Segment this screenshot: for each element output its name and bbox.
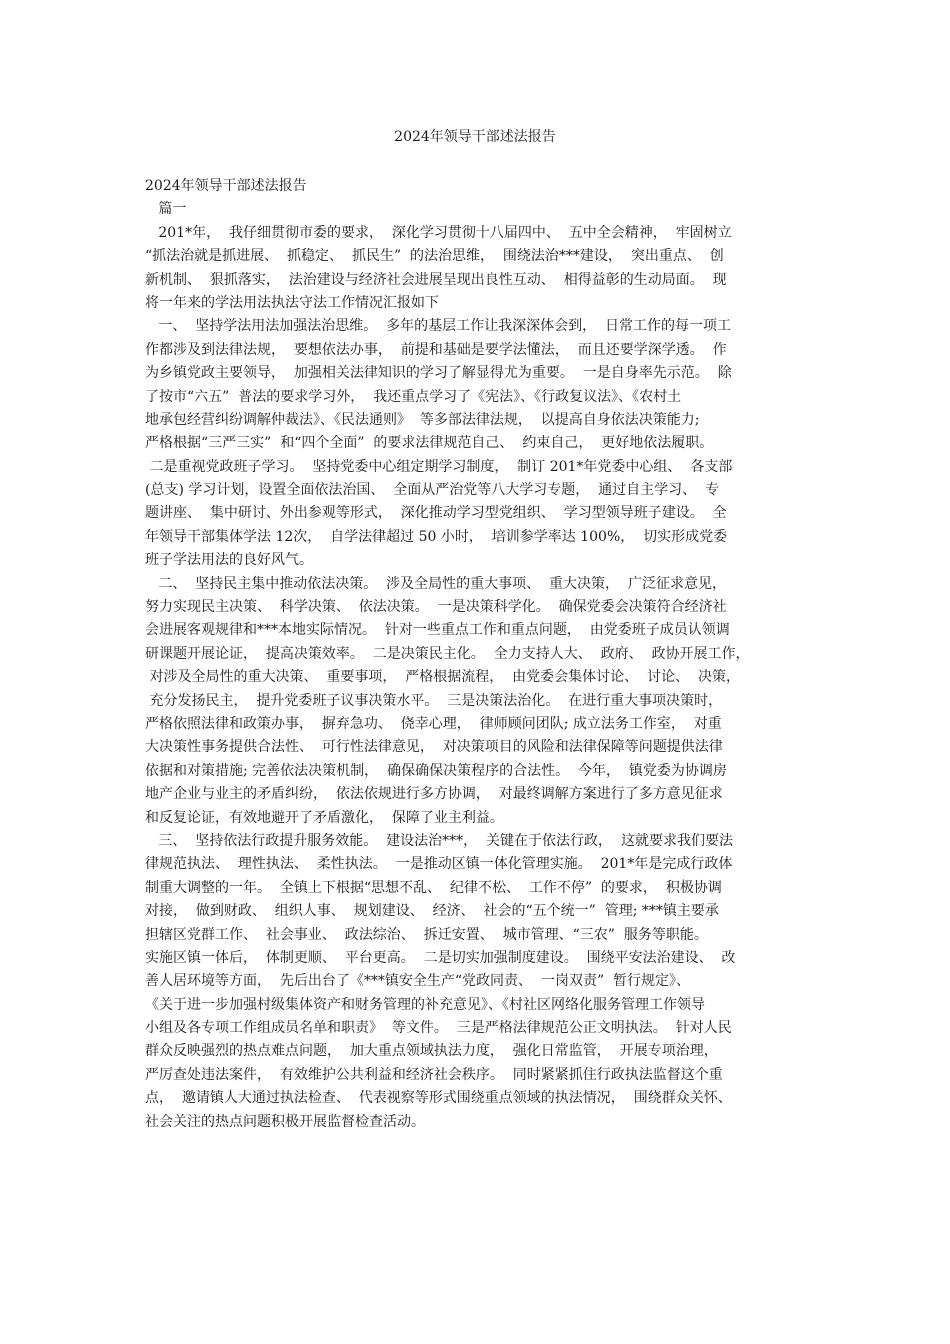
body-text-line: 大决策性事务提供合法性、 可行性法律意见， 对决策项目的风险和法律保障等问题提供法律 [145,739,723,756]
body-text-line: 会进展客观规律和***本地实际情况。 针对一些重点工作和重点问题， 由党委班子成员认领调 [145,622,730,639]
body-text-line: 一、 坚持学法用法加强法治思维。 多年的基层工作让我深深体会到， 日常工作的每一项工 [145,318,732,335]
document-title: 2024年领导干部述法报告 [394,129,556,145]
body-text-line: 充分发扬民主， 提升党委班子议事决策水平。 三是决策法治化。 在进行重大事项决策时， [145,692,723,709]
body-text-line: 点， 邀请镇人大通过执法检查、 代表视察等形式围绕重点领域的执法情况， 围绕群众关怀、 [145,1090,732,1107]
body-text-line: 年领导干部集体学法 12次， 自学法律超过 50 小时， 培训参学率达 100%， 切实形成党委 [145,528,728,545]
body-text-line: 实施区镇一体后， 体制更顺、 平台更高。 二是切实加强制度建设。 围绕平安法治建设、 改 [145,949,736,966]
body-text-line: 《关于进一步加强村级集体资产和财务管理的补充意见》、《村社区网络化服务管理工作领导 [145,996,705,1013]
body-text-line: 班子学法用法的良好风气。 [145,552,313,569]
body-text-line: 社会关注的热点问题积极开展监督检查活动。 [145,1113,425,1130]
body-text-line: 篇一 [145,201,187,218]
body-text-line: 地产企业与业主的矛盾纠纷， 依法依规进行多方协调， 对最终调解方案进行了多方意见征求 [145,786,723,803]
body-text-line: 201*年， 我仔细贯彻市委的要求， 深化学习贯彻十八届四中、 五中全会精神， 牢固树立 [145,224,732,241]
body-text-line: 作都涉及到法律法规， 要想依法办事， 前提和基础是要学法懂法， 而且还要学深学透。 作 [145,341,727,358]
body-text-line: 新机制、 狠抓落实， 法治建设与经济社会进展呈现出良性互动、 相得益彰的生动局面。 现 [145,271,727,288]
body-text-line: 严格根据“三严三实” 和“四个全面” 的要求法律规范自己、 约束自己， 更好地依法履职。 [145,435,714,452]
document-body [145,175,815,1134]
body-text-line: 将一年来的学法用法执法守法工作情况汇报如下 [145,294,439,311]
body-text-line: 为乡镇党政主要领导， 加强相关法律知识的学习了解显得尤为重要。 一是自身率先示范。 除 [145,365,732,382]
body-text-line: 制重大调整的一年。 全镇上下根据“思想不乱、 纪律不松、 工作不停” 的要求， 积极协调 [145,879,722,896]
body-text-line: 对涉及全局性的重大决策、 重要事项， 严格根据流程， 由党委会集体讨论、 讨论、 决策， [145,669,740,686]
body-text-line: 和反复论证，有效地避开了矛盾激化， 保障了业主利益。 [145,809,504,826]
body-text-line: 二、 坚持民主集中推动依法决策。 涉及全局性的重大事项、 重大决策， 广泛征求意见， [145,575,726,592]
document-subtitle: 2024年领导干部述法报告 [145,178,307,194]
body-text-line: 依据和对策措施; 完善依法决策机制， 确保确保决策程序的合法性。 今年， 镇党委为协调房 [145,762,727,779]
body-text-line: 严格依照法律和政策办事， 摒弃急功、 侥幸心理， 律师顾问团队; 成立法务工作室， 对重 [145,715,722,732]
body-text-line: 努力实现民主决策、 科学决策、 依法决策。 一是决策科学化。 确保党委会决策符合经济社 [145,599,727,616]
body-text-line: 小组及各专项工作组成员名单和职责》 等文件。 三是严格法律规范公正文明执法。 针对人民 [145,1020,732,1037]
body-text-line: 二是重视党政班子学习。 坚持党委中心组定期学习制度， 制订 201*年党委中心组、 各支部 [145,458,733,475]
body-text-line: 地承包经营纠纷调解仲裁法》、《民法通则》 等多部法律法规， 以提高自身依法决策能力; [145,411,700,428]
body-text-line: 了按市“六五” 普法的要求学习外， 我还重点学习了《宪法》、《行政复议法》、《农村土 [145,388,682,405]
body-text-line: 善人居环境等方面， 先后出台了《***镇安全生产“党政同责、 一岗双责” 暂行规定》、 [145,973,691,990]
body-text-line: 律规范执法、 理性执法、 柔性执法。 一是推动区镇一体化管理实施。 201*年是完成行政体 [145,856,733,873]
body-text-line: 担辖区党群工作、 社会事业、 政法综治、 拆迁安置、 城市管理、“三农” 服务等职能。 [145,926,708,943]
body-text-line: 对接， 做到财政、 组织人事、 规划建设、 经济、 社会的“五个统一” 管理; ***镇主要承 [145,903,719,920]
body-text-line: 群众反映强烈的热点难点问题， 加大重点领域执法力度， 强化日常监管， 开展专项治理， [145,1043,718,1060]
body-text-line: 三、 坚持依法行政提升服务效能。 建设法治***， 关键在于依法行政， 这就要求我们要法 [145,832,733,849]
body-text-line: 研课题开展论证， 提高决策效率。 二是决策民主化。 全力支持人大、 政府、 政协开展工作， [145,645,750,662]
body-text-line: (总支) 学习计划，设置全面依法治国、 全面从严治党等八大学习专题， 通过自主学习、 专 [145,482,720,499]
body-text-line: “抓法治就是抓进展、 抓稳定、 抓民生” 的法治思维， 围绕法治***建设， 突出重点、 创 [145,248,724,265]
body-text-line: 严厉查处违法案件， 有效维护公共利益和经济社会秩序。 同时紧紧抓住行政执法监督这个重 [145,1066,723,1083]
body-text-line: 题讲座、 集中研讨、外出参观等形式， 深化推动学习型党组织、 学习型领导班子建设。 全 [145,505,727,522]
